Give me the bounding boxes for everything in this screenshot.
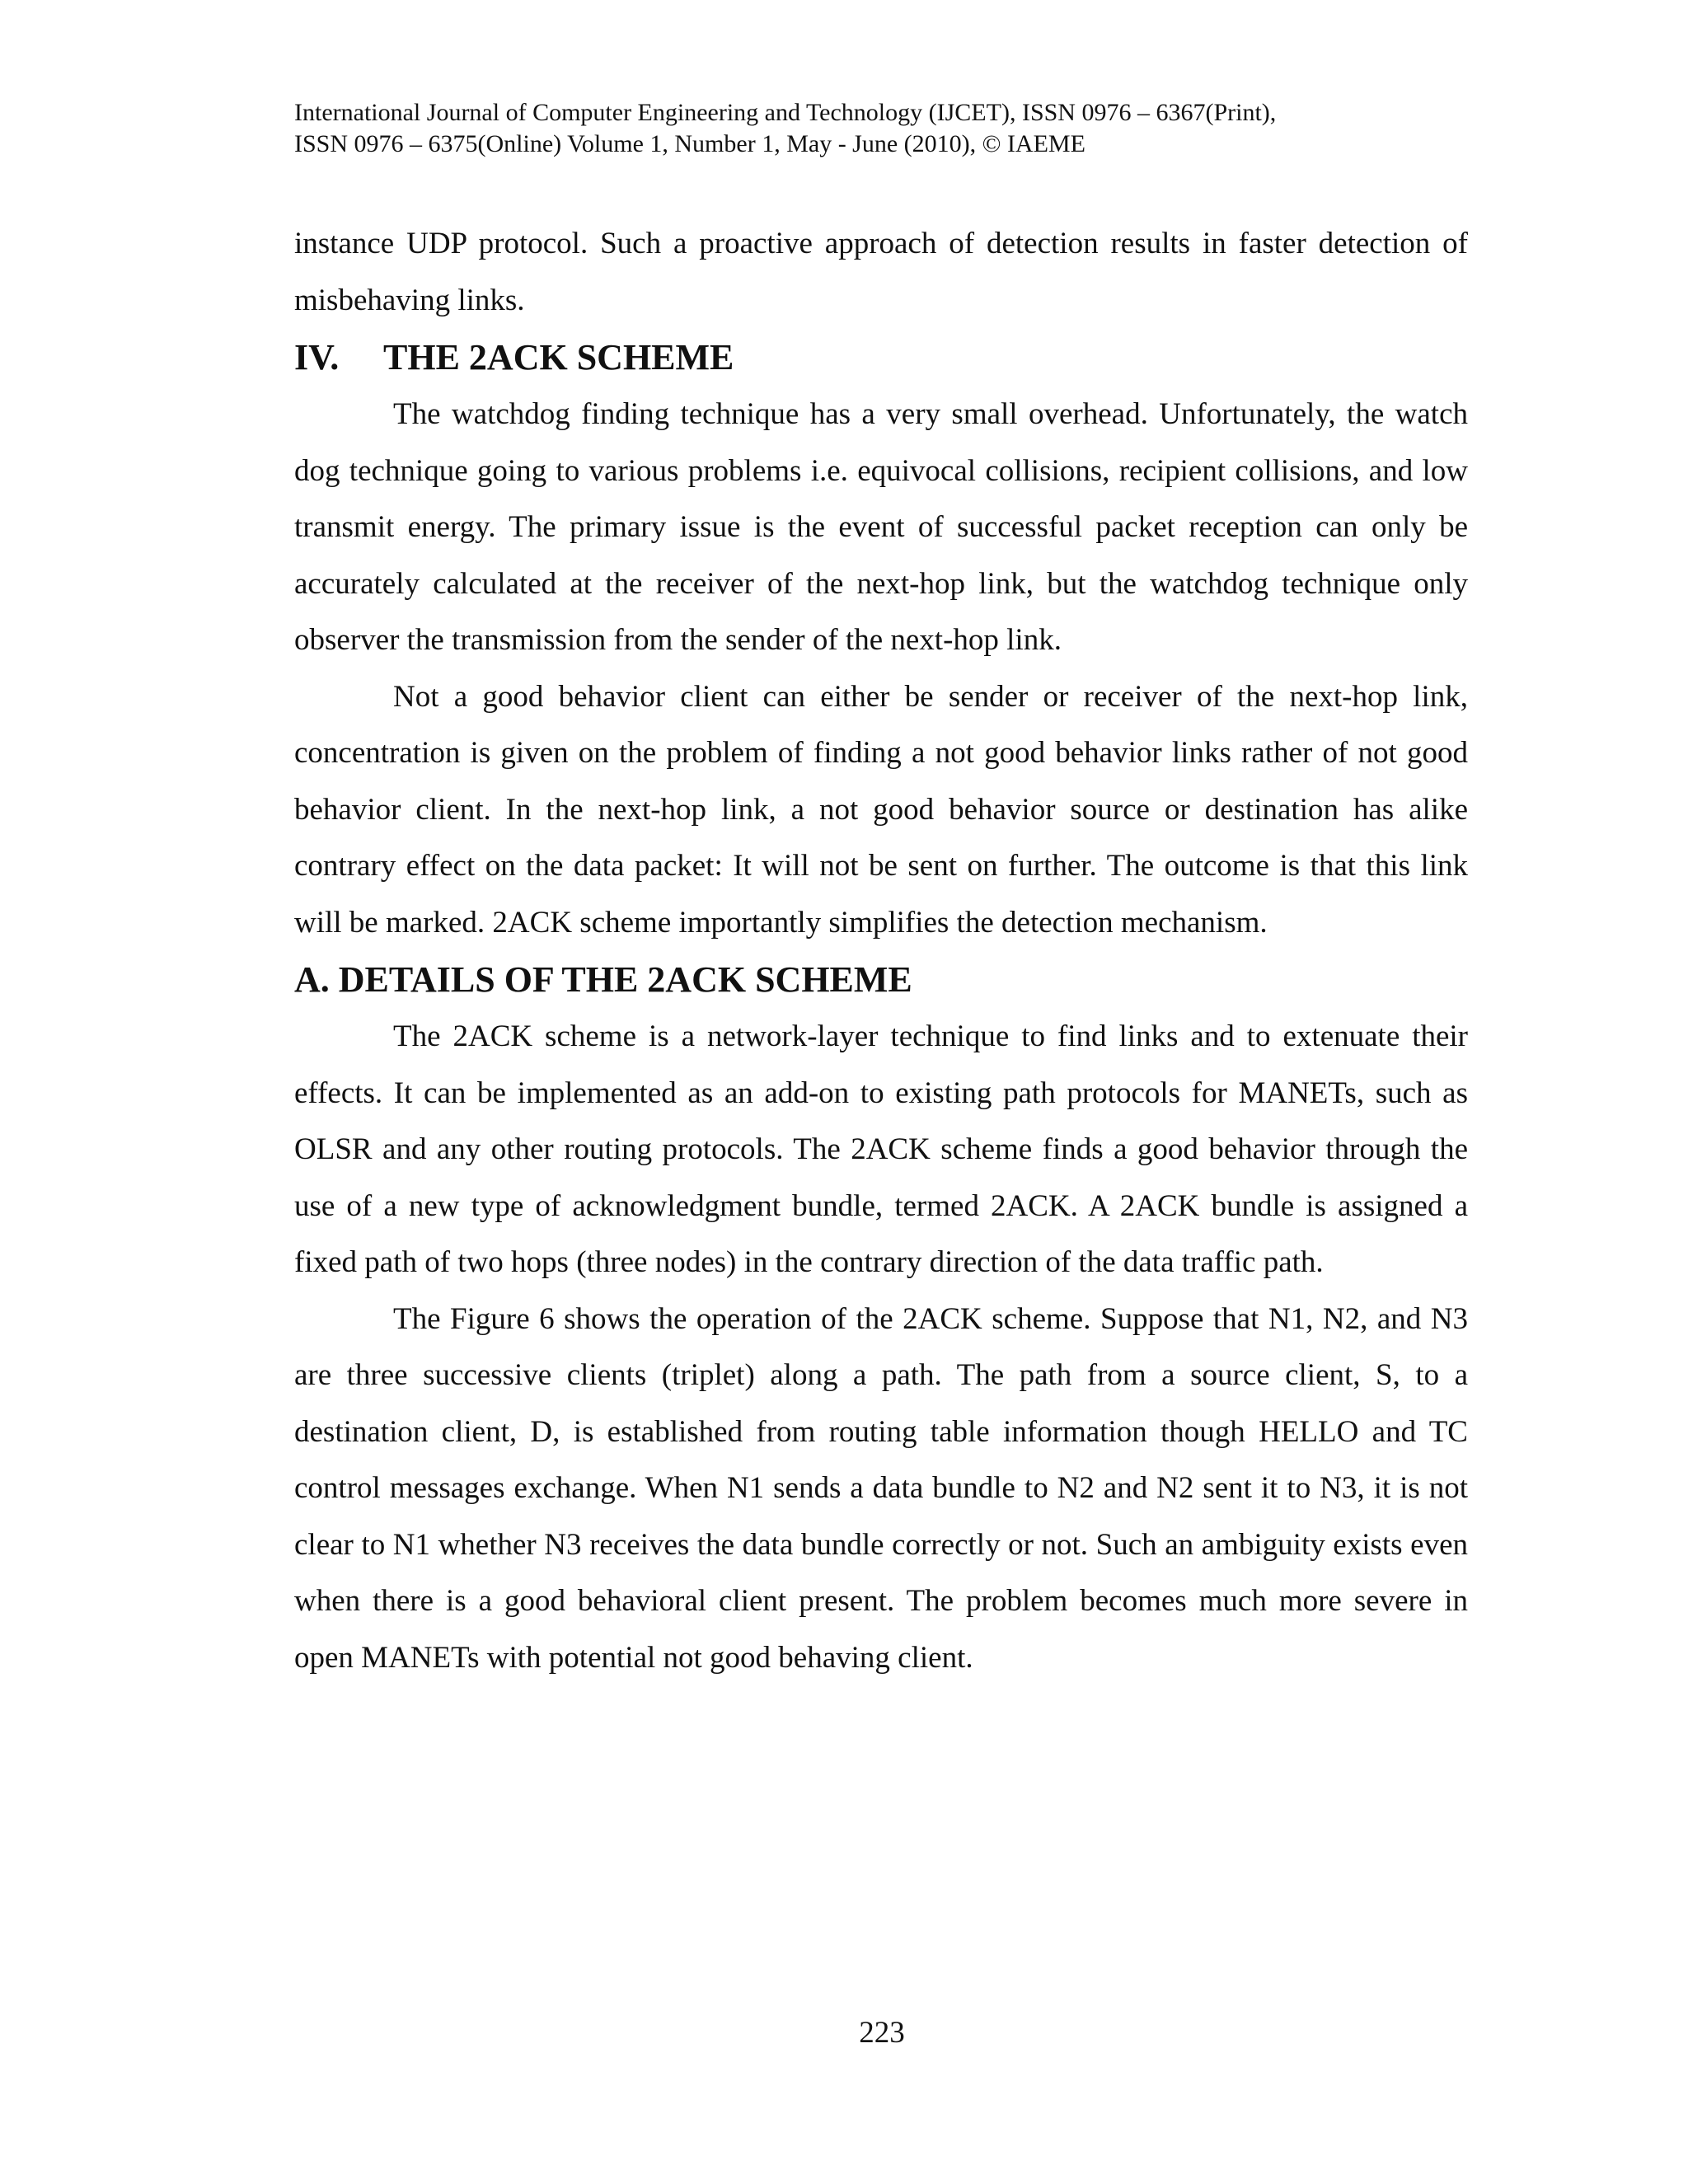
running-header — [294, 97, 1465, 160]
paragraph: The Figure 6 shows the operation of the 2ACK scheme. Suppose that N1, N2, and N3 are three successive clients (triplet) along a path. The path from a source client, S, to a destination client, D, is established from routing table information though HELLO and TC control messages exchange. When N1 sends a data bundle to N2 and N2 sent it to N3, it is not clear to N1 whether N3 receives the data bundle correctly or not. Such an ambiguity exists even when there is a good behavioral client present. The problem becomes much more severe in open MANETs with potential not good behaving client. — [294, 1301, 1468, 1675]
page-number: 223 — [859, 2016, 905, 2050]
paragraph: The 2ACK scheme is a network-layer technique to find links and to extenuate their effects. It can be implemented as an add-on to existing path protocols for MANETs, such as OLSR and any other routing protocols. The 2ACK scheme finds a good behavior through the use of a new type of acknowledgment bundle, termed 2ACK. A 2ACK bundle is assigned a fixed path of two hops (three nodes) in the contrary direction of the data traffic path. — [294, 1019, 1468, 1279]
section-number: IV. — [294, 337, 340, 377]
header-line-2: ISSN 0976 – 6375(Online) Volume 1, Number 1, May - June (2010), © IAEME — [294, 130, 1085, 157]
paragraph: Not a good behavior client can either be sender or receiver of the next-hop link, concentration is given on the problem of finding a not good behavior links rather of not good behavior client. In the next-hop link, a not good behavior source or destination has alike contrary effect on the data packet: It will not be sent on further. The outcome is that this link will be marked. 2ACK scheme importantly simplifies the detection mechanism. — [294, 679, 1468, 940]
section-heading — [294, 329, 1468, 387]
header-line-1: International Journal of Computer Engineering and Technology (IJCET), ISSN 0976 – 6367(Print), — [294, 99, 1277, 126]
section-title: THE 2ACK SCHEME — [383, 337, 734, 377]
page-content — [294, 216, 1468, 1686]
subsection-heading: A. DETAILS OF THE 2ACK SCHEME — [294, 959, 912, 1000]
continuation-paragraph: instance UDP protocol. Such a proactive approach of detection results in faster detection of misbehaving links. — [294, 227, 1468, 317]
paragraph: The watchdog finding technique has a very small overhead. Unfortunately, the watch dog technique going to various problems i.e. equivocal collisions, recipient collisions, and low transmit energy. The primary issue is the event of successful packet reception can only be accurately calculated at the receiver of the next-hop link, but the watchdog technique only observer the transmission from the sender of the next-hop link. — [294, 397, 1468, 657]
